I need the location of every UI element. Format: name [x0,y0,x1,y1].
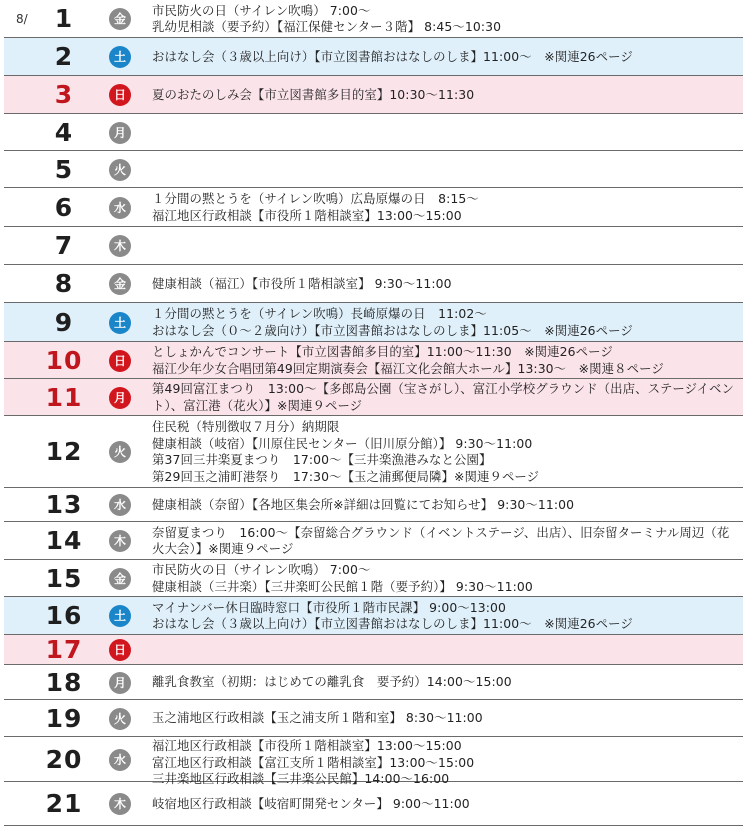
weekday-badge: 土 [109,312,131,334]
event-item: おはなし会（３歳以上向け）【市立図書館おはなしのしま】11:00〜 ※関連26ページ [152,48,633,64]
event-item: 市民防火の日（サイレン吹鳴） 7:00〜 [152,2,371,18]
month-label: 8/ [16,12,28,26]
day-number: 14 [45,526,83,555]
day-number: 11 [45,382,83,412]
weekday-badge: 月 [109,672,131,694]
event-item: マイナンバー休日臨時窓口【市役所１階市民課】 9:00〜13:00 [152,599,507,615]
event-item: 第29回玉之浦町港祭り 17:30〜【玉之浦郵便局隣】※関連９ページ [152,468,540,484]
day-number: 4 [54,117,74,147]
event-item: としょかんでコンサート【市立図書館多目的室】11:00〜11:30 ※関連26ページ [152,344,613,359]
day-number: 10 [45,345,83,375]
event-list [152,674,735,691]
day-number: 5 [54,154,74,184]
weekday-badge: 金 [109,273,131,295]
calendar-row [4,379,743,416]
event-list [152,87,735,104]
event-list [152,381,735,414]
day-number: 21 [45,789,83,818]
weekday-badge: 水 [109,749,131,771]
weekday-badge: 火 [109,441,131,463]
day-number: 9 [54,307,74,337]
event-item: 健康相談（岐宿）【川原住民センター（旧川原分館）】 9:30〜11:00 [152,435,533,451]
weekday-badge: 金 [109,8,131,30]
event-item: 夏のおたのしみ会【市立図書館多目的室】10:30〜11:30 [152,86,475,102]
event-item: 乳幼児相談（要予約）【福江保健センター３階】 8:45〜10:30 [152,19,502,34]
event-item: 奈留夏まつり 16:00〜【奈留総合グラウンド（イベントステージ、出店）、旧奈留ターミナル周辺（花火大会）】※関連９ページ [152,524,730,556]
weekday-badge: 水 [109,494,131,516]
calendar-row [4,522,743,560]
day-number: 8 [54,269,74,298]
event-item: 第49回富江まつり 13:00〜【多郎島公園（宝さがし）、富江小学校グラウンド（出店、ステージイベント）、富江港（花火）】※関連９ページ [152,381,734,413]
event-item: 健康相談（三井楽）【三井楽町公民館１階（要予約）】 9:30〜11:00 [152,578,533,594]
calendar-row [4,665,743,700]
event-item: １分間の黙とうを（サイレン吹鳴）長崎原爆の日 11:02〜 [152,306,487,321]
event-item: 離乳食教室（初期：はじめての離乳食 要予約）14:00〜15:00 [152,674,512,690]
event-list [152,3,735,36]
weekday-badge: 金 [109,568,131,590]
day-number: 12 [45,437,83,466]
event-list [152,525,735,558]
event-list [152,344,735,377]
day-number: 13 [45,490,83,519]
event-list [152,419,735,485]
weekday-badge: 木 [109,793,131,815]
event-item: 住民税（特別徴収７月分）納期限 [152,419,340,434]
calendar-row [4,227,743,265]
event-item: 三井楽地区行政相談【三井楽公民館】14:00〜16:00 [152,771,450,786]
calendar-row [4,782,743,826]
calendar-row [4,38,743,76]
calendar-row [4,700,743,737]
day-number: 19 [45,703,83,733]
calendar-row [4,76,743,114]
weekday-badge: 水 [109,197,131,219]
calendar-row [4,114,743,151]
calendar-row [4,560,743,597]
event-item: 健康相談（奈留）【各地区集会所※詳細は回覧にてお知らせ】 9:30〜11:00 [152,496,575,512]
event-list [152,191,735,224]
event-list [152,796,735,813]
event-item: おはなし会（０〜２歳向け）【市立図書館おはなしのしま】11:05〜 ※関連26ページ [152,322,633,338]
event-list [152,276,735,293]
weekday-badge: 火 [109,159,131,181]
event-list [152,600,735,633]
weekday-badge: 火 [109,708,131,730]
calendar-row [4,151,743,188]
day-number: 17 [45,635,83,664]
calendar-row [4,265,743,303]
event-item: １分間の黙とうを（サイレン吹鳴）広島原爆の日 8:15〜 [152,191,479,206]
event-item: 福江地区行政相談【市役所１階相談室】13:00〜15:00 [152,738,462,753]
event-item: 富江地区行政相談【富江支所１階相談室】13:00〜15:00 [152,754,475,770]
calendar-row [4,342,743,379]
weekday-badge: 土 [109,605,131,627]
day-number: 15 [45,563,83,593]
weekday-badge: 木 [109,530,131,552]
weekday-badge: 日 [109,639,131,661]
event-item: 玉之浦地区行政相談【玉之浦支所１階和室】 8:30〜11:00 [152,710,483,726]
event-item: 市民防火の日（サイレン吹鳴） 7:00〜 [152,562,371,577]
weekday-badge: 土 [109,46,131,68]
event-item: 福江少年少女合唱団第49回定期演奏会【福江文化会館大ホール】13:30〜 ※関連８ページ [152,360,664,376]
event-list [152,710,735,727]
day-number: 16 [45,601,83,630]
day-number: 18 [45,667,83,697]
day-number: 2 [54,42,74,71]
weekday-badge: 月 [109,387,131,409]
event-list [152,306,735,339]
day-number: 6 [54,192,74,222]
event-list [152,562,735,595]
event-list [152,738,735,788]
calendar-row [4,416,743,488]
event-list [152,497,735,514]
weekday-badge: 日 [109,350,131,372]
day-number: 1 [54,4,74,33]
event-item: 健康相談（福江）【市役所１階相談室】 9:30〜11:00 [152,275,452,291]
event-item: おはなし会（３歳以上向け）【市立図書館おはなしのしま】11:00〜 ※関連26ページ [152,616,633,631]
calendar-row [4,303,743,342]
weekday-badge: 日 [109,84,131,106]
calendar-row [4,737,743,786]
calendar-row [4,597,743,635]
day-number: 3 [54,80,74,109]
weekday-badge: 月 [109,122,131,144]
weekday-badge: 木 [109,235,131,257]
event-item: 第37回三井楽夏まつり 17:00〜【三井楽漁港みなと公園】 [152,452,492,467]
calendar-row [4,188,743,227]
calendar-row [4,488,743,522]
event-item: 福江地区行政相談【市役所１階相談室】13:00〜15:00 [152,207,462,223]
event-item: 岐宿地区行政相談【岐宿町開発センター】 9:00〜11:00 [152,795,470,811]
day-number: 20 [45,744,83,774]
event-list [152,49,735,66]
day-number: 7 [54,231,74,260]
calendar-row [4,0,743,38]
calendar-row [4,635,743,665]
